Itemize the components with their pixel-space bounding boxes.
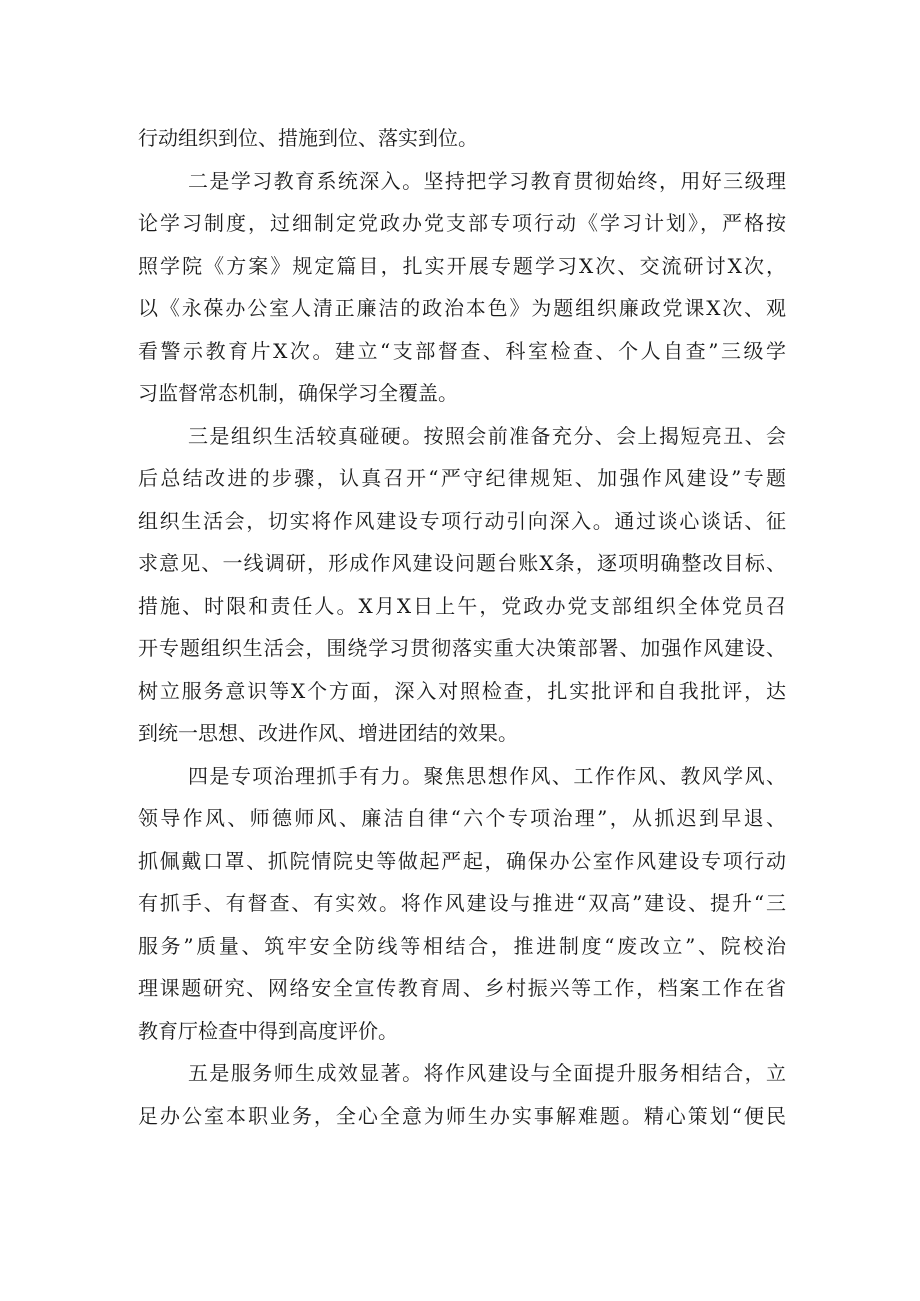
- paragraph-2-line-1: 二是学习教育系统深入。坚持把学习教育贯彻始终，用好三级理: [188, 168, 786, 193]
- paragraph-2-line-4: 以《永葆办公室人清正廉洁的政治本色》为题组织廉政党课X次、观: [138, 296, 786, 320]
- paragraph-4-line-5: 服务”质量、筑牢安全防线等相结合，推进制度“废改立”、院校治: [138, 933, 786, 958]
- paragraph-3-line-8: 到统一思想、改进作风、增进团结的效果。: [138, 721, 518, 745]
- paragraph-3-line-7: 树立服务意识等X个方面，深入对照检查，扎实批评和自我批评，达: [138, 678, 786, 703]
- paragraph-2-line-2: 论学习制度，过细制定党政办党支部专项行动《学习计划》，严格按: [138, 211, 786, 235]
- paragraph-2-line-3: 照学院《方案》规定篇目，扎实开展专题学习X次、交流研讨X次，: [138, 253, 786, 278]
- paragraph-5-line-1: 五是服务师生成效显著。将作风建设与全面提升服务相结合，立: [188, 1061, 786, 1085]
- paragraph-3-line-5: 措施、时限和责任人。X月X日上午，党政办党支部组织全体党员召: [138, 593, 786, 618]
- paragraph-3-line-4: 求意见、一线调研，形成作风建设问题台账X条，逐项明确整改目标、: [138, 551, 786, 575]
- document-body: [138, 117, 786, 1137]
- paragraph-3-line-3: 组织生活会，切实将作风建设专项行动引向深入。通过谈心谈话、征: [138, 508, 786, 533]
- paragraph-5-line-2: 足办公室本职业务，全心全意为师生办实事解难题。精心策划“便民: [138, 1103, 786, 1128]
- paragraph-4-line-3: 抓佩戴口罩、抓院情院史等做起严起，确保办公室作风建设专项行动: [138, 848, 786, 873]
- paragraph-3-line-1: 三是组织生活较真碰硬。按照会前准备充分、会上揭短亮丑、会: [188, 423, 786, 448]
- paragraph-4-line-6: 理课题研究、网络安全宣传教育周、乡村振兴等工作，档案工作在省: [138, 976, 786, 1000]
- paragraph-4-line-2: 领导作风、师德师风、廉洁自律“六个专项治理”，从抓迟到早退、: [138, 806, 786, 830]
- paragraph-2-line-6: 习监督常态机制，确保学习全覆盖。: [138, 381, 458, 405]
- paragraph-3-line-2: 后总结改进的步骤，认真召开“严守纪律规矩、加强作风建设”专题: [138, 466, 786, 490]
- paragraph-2-line-5: 看警示教育片X次。建立“支部督查、科室检查、个人自查”三级学: [138, 338, 786, 363]
- paragraph-3-line-6: 开专题组织生活会，围绕学习贯彻落实重大决策部署、加强作风建设、: [138, 636, 786, 660]
- paragraph-4-line-4: 有抓手、有督查、有实效。将作风建设与推进“双高”建设、提升“三: [138, 891, 786, 915]
- paragraph-1-line-1: 行动组织到位、措施到位、落实到位。: [138, 126, 478, 150]
- paragraph-4-line-1: 四是专项治理抓手有力。聚焦思想作风、工作作风、教风学风、: [188, 763, 786, 788]
- paragraph-4-line-7: 教育厅检查中得到高度评价。: [138, 1018, 398, 1043]
